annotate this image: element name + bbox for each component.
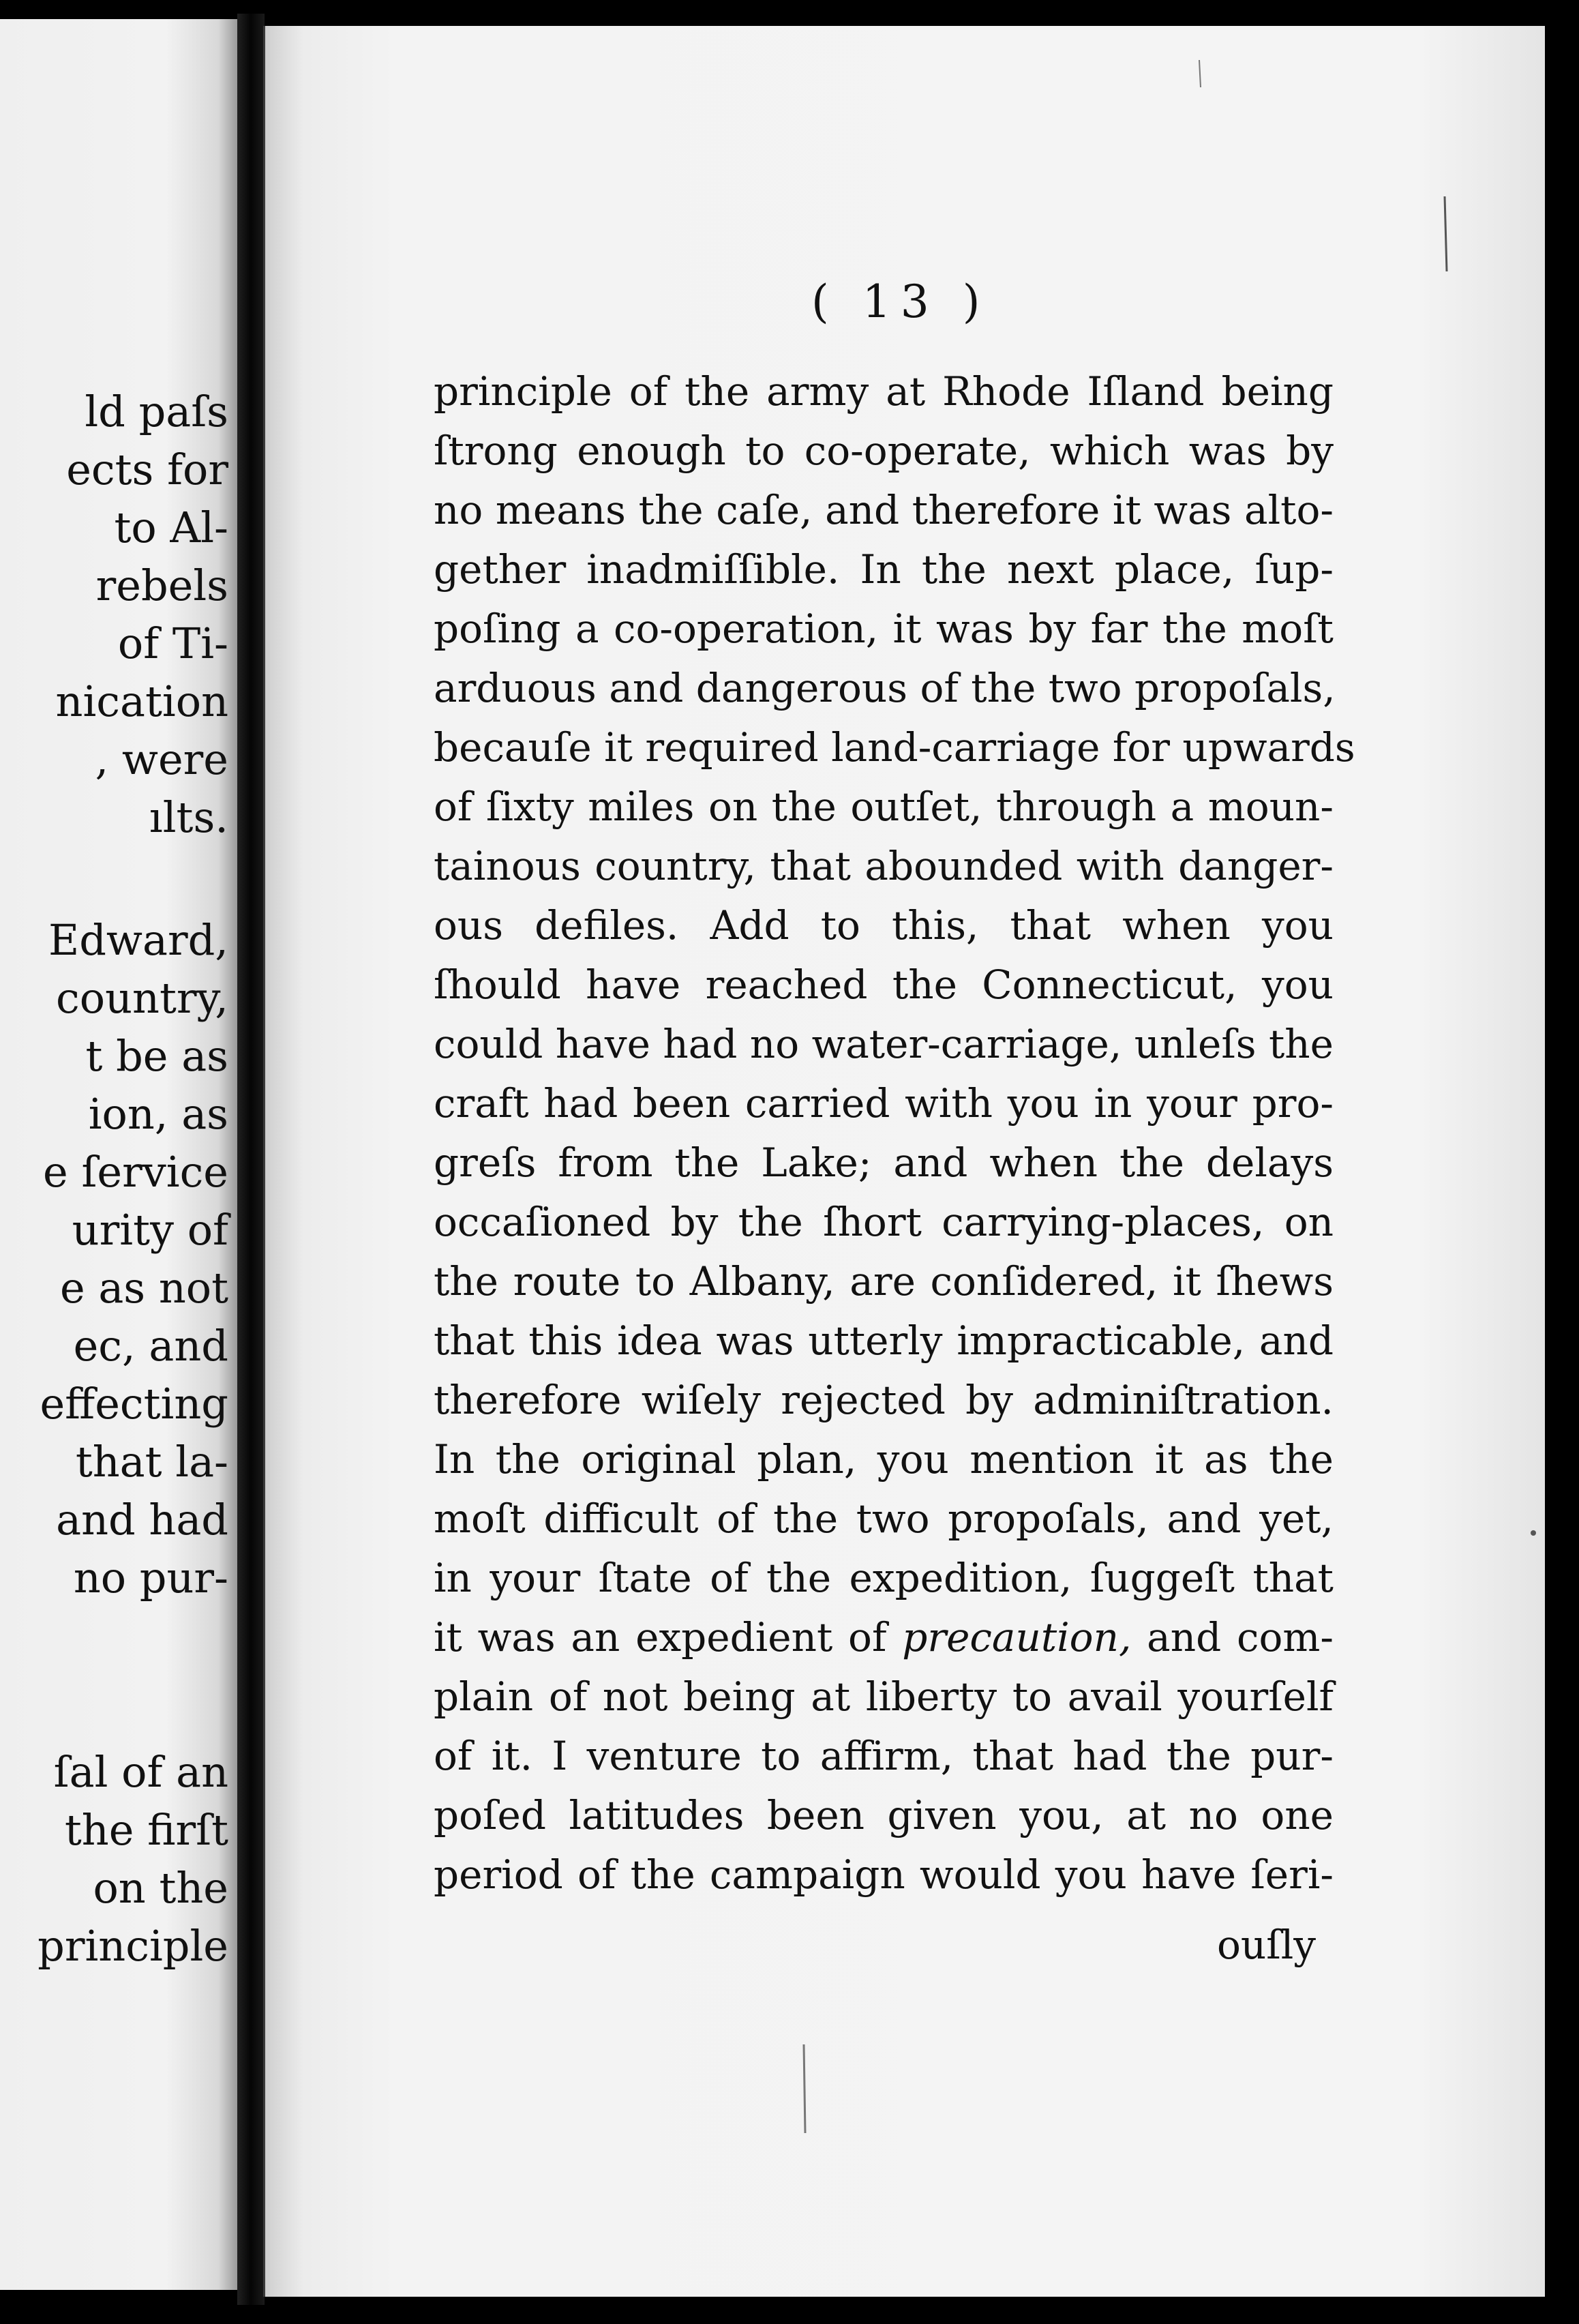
left-line: urity of xyxy=(72,1205,228,1255)
left-line: and had xyxy=(56,1495,228,1545)
text-line: becauſe it required land-carriage for upwards xyxy=(434,724,1355,771)
text-line: in your ſtate of the expedition, ſuggeſt that xyxy=(434,1555,1334,1601)
left-line: country, xyxy=(56,973,228,1023)
text-line: no means the caſe, and therefore it was alto- xyxy=(434,487,1334,533)
text-line: that this idea was utterly impracticable, and xyxy=(434,1317,1334,1364)
text-line: greſs from the Lake; and when the delays xyxy=(434,1139,1334,1186)
left-line: to Al- xyxy=(114,503,228,552)
left-line: rebels xyxy=(95,561,228,610)
text-line: poſed latitudes been given you, at no one xyxy=(434,1792,1334,1838)
left-line: the firſt xyxy=(64,1805,228,1855)
text-line: ſhould have reached the Connecticut, you xyxy=(434,962,1334,1008)
text-line: of it. I venture to affirm, that had the pur- xyxy=(434,1733,1334,1779)
text-line: ous defiles. Add to this, that when you xyxy=(434,902,1334,949)
left-line: Edward, xyxy=(48,915,228,965)
text-line: occaſioned by the ſhort carrying-places, on xyxy=(434,1199,1334,1245)
left-line: no pur- xyxy=(73,1553,228,1603)
text-span: it was an expedient of xyxy=(434,1614,887,1660)
scan-right-edge xyxy=(1545,14,1579,2324)
text-line: craft had been carried with you in your pro- xyxy=(434,1080,1334,1127)
text-line: the route to Albany, are conſidered, it ſhews xyxy=(434,1258,1334,1305)
catchword: ouſly xyxy=(1217,1922,1317,1968)
left-line: t be as xyxy=(85,1031,228,1081)
left-line: nication xyxy=(55,676,228,726)
text-line: period of the campaign would you have ſeri- xyxy=(434,1851,1334,1898)
page-number: ( 13 ) xyxy=(811,275,990,328)
text-line: moſt difficult of the two propoſals, and yet, xyxy=(434,1495,1334,1542)
text-span: and com- xyxy=(1147,1614,1334,1660)
text-line: therefore wiſely rejected by adminiſtration. xyxy=(434,1377,1334,1423)
left-line: e as not xyxy=(59,1263,228,1313)
text-line: poſing a co-operation, it was by far the moſt xyxy=(434,606,1334,652)
left-line: ion, as xyxy=(88,1089,228,1139)
italic-word: precaution, xyxy=(902,1614,1132,1660)
text-line: tainous country, that abounded with danger- xyxy=(434,843,1334,889)
left-line: ects for xyxy=(66,445,228,494)
left-line: on the xyxy=(93,1863,228,1913)
left-line: of Ti- xyxy=(117,619,228,668)
text-line: arduous and dangerous of the two propoſals, xyxy=(434,665,1336,711)
text-line: principle of the army at Rhode Iſland being xyxy=(434,368,1334,415)
left-line: that la- xyxy=(75,1437,228,1487)
left-line: ld paſs xyxy=(85,387,228,436)
text-line: could have had no water-carriage, unleſs the xyxy=(434,1021,1334,1067)
book-gutter xyxy=(237,14,265,2305)
text-line: In the original plan, you mention it as the xyxy=(434,1436,1334,1483)
left-line: e ſervice xyxy=(43,1147,228,1197)
left-line: , were xyxy=(95,734,228,784)
text-line: ſtrong enough to co-operate, which was by xyxy=(434,428,1334,474)
left-line: ec, and xyxy=(73,1321,228,1371)
left-line: effecting xyxy=(40,1379,228,1429)
text-line: gether inadmiſſible. In the next place, ſup- xyxy=(434,546,1334,593)
left-line: principle xyxy=(37,1921,228,1971)
left-line: ſal of an xyxy=(53,1747,228,1797)
left-page-fragment xyxy=(0,19,237,2290)
text-line-italic xyxy=(434,1614,1334,1660)
text-line: plain of not being at liberty to avail yourſelf xyxy=(434,1673,1334,1720)
left-line: ılts. xyxy=(149,792,228,842)
text-line: of ſixty miles on the outſet, through a moun- xyxy=(434,784,1334,830)
